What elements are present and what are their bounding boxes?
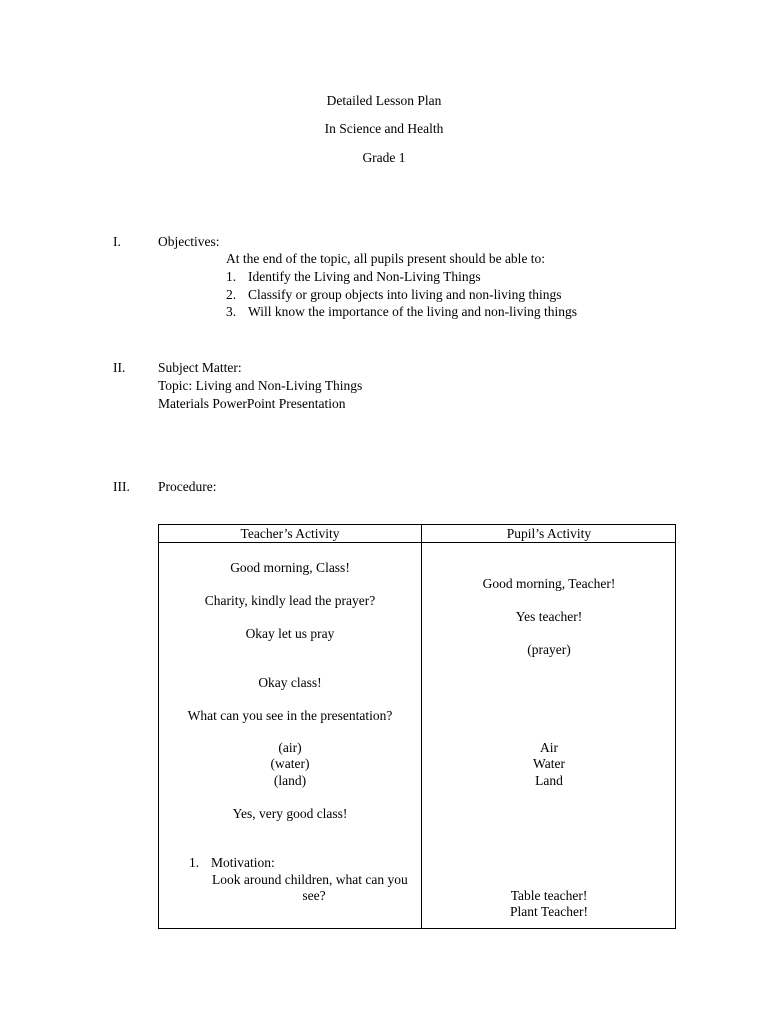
objectives-heading: Objectives:: [158, 234, 220, 249]
pupil-line: Land: [535, 773, 563, 788]
pupil-line: Water: [533, 756, 565, 771]
pupil-line: Air: [540, 740, 558, 755]
procedure-numeral: III.: [113, 479, 130, 494]
objective-item: Classify or group objects into living and non-living things: [248, 287, 562, 302]
teacher-line: Good morning, Class!: [230, 560, 350, 575]
objective-number: 1.: [226, 269, 237, 284]
teacher-line: (land): [273, 773, 307, 788]
subject-matter-numeral: II.: [113, 360, 126, 375]
objectives-numeral: I.: [113, 234, 121, 249]
teacher-line: Okay class!: [258, 675, 322, 690]
procedure-heading: Procedure:: [158, 479, 217, 494]
teacher-line: (air): [278, 740, 302, 755]
pupil-activity-header: Pupil’s Activity: [506, 526, 592, 541]
pupil-line: Table teacher!: [510, 888, 588, 903]
teacher-line: What can you see in the presentation?: [187, 708, 393, 723]
teacher-activity-header: Teacher’s Activity: [240, 526, 340, 541]
document-grade: Grade 1: [362, 150, 406, 165]
motivation-question: Look around children, what can you: [212, 872, 408, 887]
activity-table: [158, 524, 676, 929]
motivation-label: Motivation:: [211, 855, 275, 870]
subject-matter-topic: Topic: Living and Non-Living Things: [158, 378, 363, 393]
teacher-line: Charity, kindly lead the prayer?: [204, 593, 376, 608]
objective-item: Identify the Living and Non-Living Things: [248, 269, 481, 284]
subject-matter-materials: Materials PowerPoint Presentation: [158, 396, 346, 411]
objective-number: 2.: [226, 287, 237, 302]
motivation-question-end: see?: [302, 888, 326, 903]
table-header-divider: [159, 542, 675, 543]
teacher-line: (water): [270, 756, 310, 771]
teacher-line: Okay let us pray: [245, 626, 335, 641]
motivation-number: 1.: [189, 855, 200, 870]
subject-matter-heading: Subject Matter:: [158, 360, 242, 375]
pupil-line: Good morning, Teacher!: [482, 576, 616, 591]
objective-item: Will know the importance of the living and non-living things: [248, 304, 578, 319]
document-subject: In Science and Health: [324, 121, 444, 136]
pupil-line: Yes teacher!: [515, 609, 583, 624]
objective-number: 3.: [226, 304, 237, 319]
pupil-line: (prayer): [527, 642, 571, 657]
pupil-line: Plant Teacher!: [510, 904, 588, 919]
objectives-intro: At the end of the topic, all pupils present should be able to:: [226, 251, 546, 266]
teacher-line: Yes, very good class!: [232, 806, 348, 821]
document-title: Detailed Lesson Plan: [326, 93, 442, 108]
